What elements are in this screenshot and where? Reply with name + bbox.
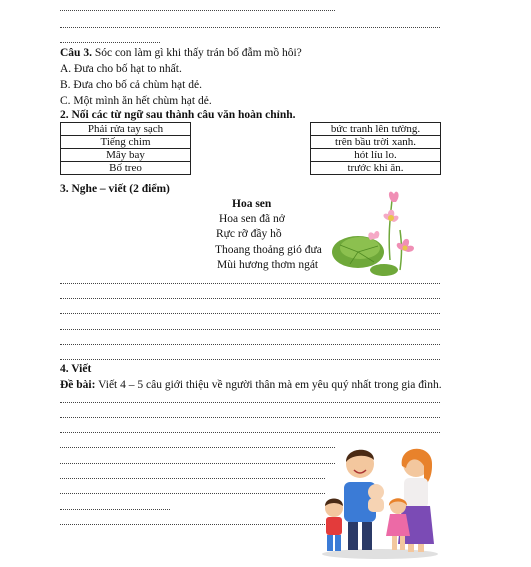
poem-line: Mùi hương thơm ngát [217,259,319,271]
option-a: A. Đưa cho bố hạt to nhất. [60,63,182,75]
prompt-text: Viết 4 – 5 câu giới thiệu về người thân mà em yêu quý nhất trong gia đình. [98,379,442,391]
family-illustration [318,436,443,560]
writing-line [60,493,325,494]
poem-title [232,198,271,210]
section-2-title [60,108,296,122]
writing-line [60,432,440,433]
question-3 [60,46,302,60]
writing-line [60,478,325,479]
prompt-label: Đề bài: [60,379,96,391]
section-2-title-text: 2. Nối các từ ngữ sau thành câu văn hoàn chỉnh. [60,109,296,121]
writing-line [60,402,440,403]
answer-line [60,10,335,11]
left-cell: Mây bay [61,149,191,162]
right-cell: bức tranh lên tường. [311,123,441,136]
writing-line [60,463,335,464]
writing-line [60,509,170,510]
poem-line: Thoang thoảng gió đưa [215,244,322,256]
right-cell: trước khi ăn. [311,162,441,175]
section-4-title-text: 4. Viết [60,363,92,375]
writing-line [60,524,325,525]
section-4-title [60,362,91,376]
right-cell: hót líu lo. [311,149,441,162]
writing-line [60,417,440,418]
writing-line [60,329,440,330]
poem-title-text: Hoa sen [232,198,272,210]
lotus-illustration [330,190,430,280]
option-b: B. Đưa cho bố cả chùm hạt dẻ. [60,79,202,91]
table-row [61,149,441,162]
answer-line [60,27,440,28]
question-3-title: Câu 3. [60,47,92,59]
table-row [61,162,441,175]
gap-cell [191,149,311,162]
writing-line [60,447,335,448]
writing-line [60,283,440,284]
question-3-text: Sóc con làm gì khi thấy trán bố đẫm mồ hôi? [94,47,302,59]
writing-line [60,344,440,345]
option-c: C. Một mình ăn hết chùm hạt dẻ. [60,95,212,107]
gap-cell [191,162,311,175]
left-cell: Bố treo [61,162,191,175]
left-cell: Phải rửa tay sạch [61,123,191,136]
table-row [61,136,441,149]
gap-cell [191,123,311,136]
gap-cell [191,136,311,149]
poem-line: Rực rỡ đầy hồ [216,228,282,240]
writing-line [60,298,440,299]
left-cell: Tiếng chim [61,136,191,149]
matching-table [60,122,441,175]
section-3-title [60,182,170,196]
writing-line [60,359,440,360]
writing-prompt [60,378,442,392]
right-cell: trên bầu trời xanh. [311,136,441,149]
section-3-title-text: 3. Nghe – viết (2 điểm) [60,183,170,195]
answer-line [60,42,160,43]
poem-line: Hoa sen đã nở [219,213,285,225]
table-row [61,123,441,136]
writing-line [60,313,440,314]
